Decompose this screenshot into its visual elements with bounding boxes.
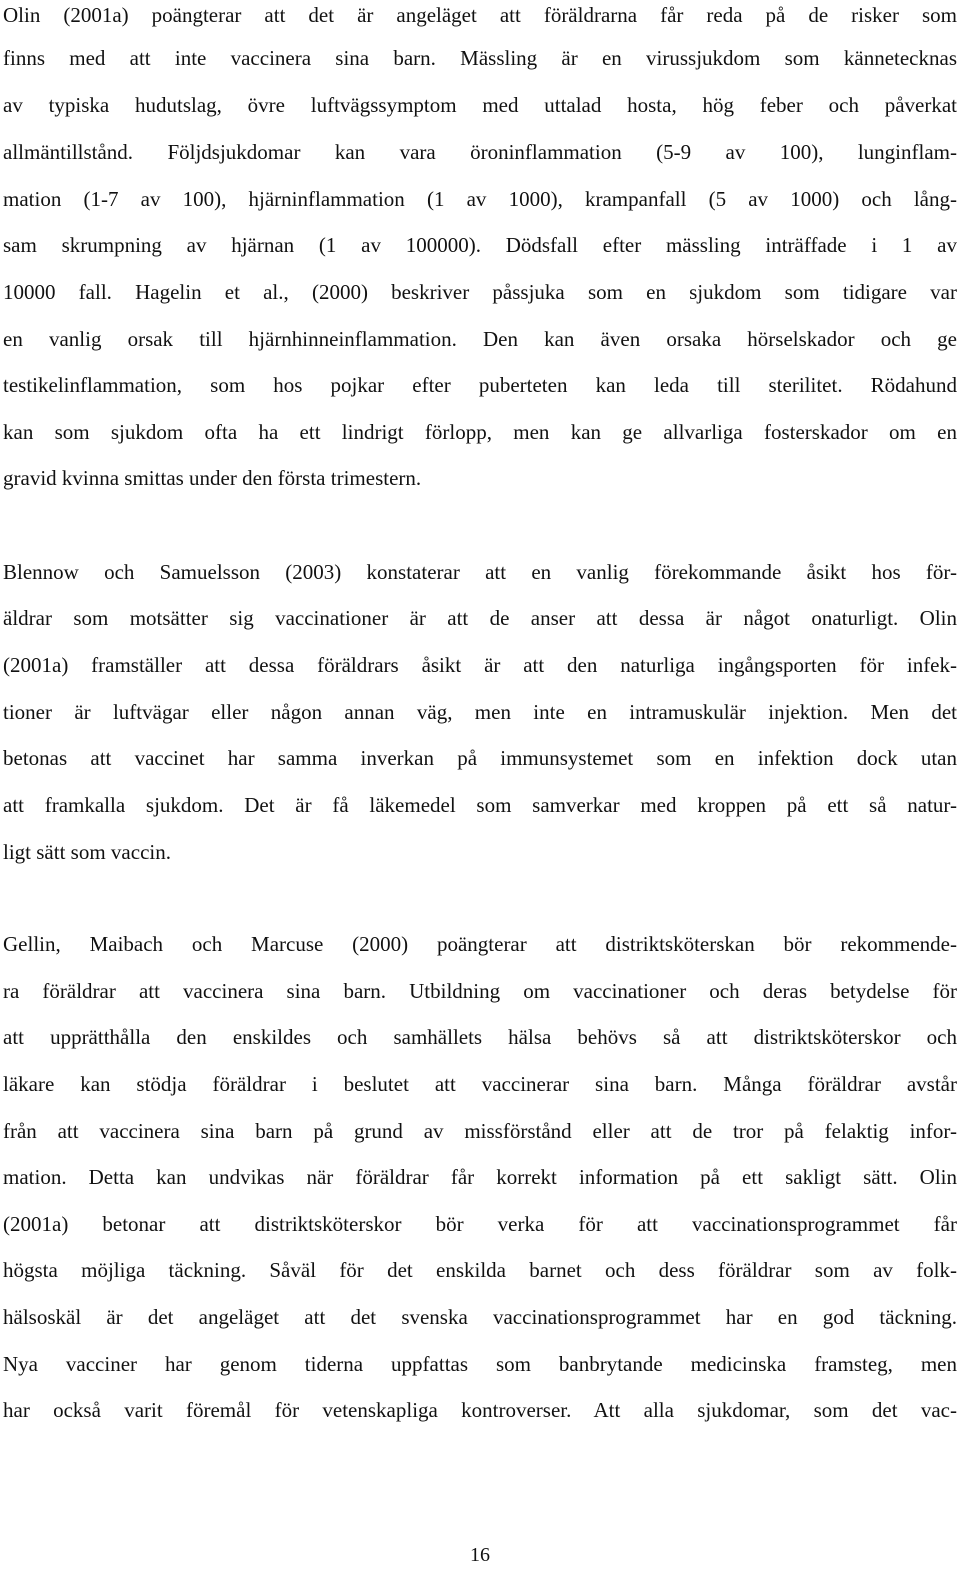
text-line: kan som sjukdom ofta ha ett lindrigt förlopp, men kan ge allvarliga fosterskador om en (3, 420, 957, 444)
text-line: att upprätthålla den enskildes och samhällets hälsa behövs så att distriktsköterskor och (3, 1025, 957, 1049)
text-line: har också varit föremål för vetenskapliga kontroverser. Att alla sjukdomar, som det vac- (3, 1398, 957, 1422)
text-line: äldrar som motsätter sig vaccinationer är att de anser att dessa är något onaturligt. Olin (3, 606, 957, 630)
text-line: Gellin, Maibach och Marcuse (2000) poängterar att distriktsköterskan bör rekommende- (3, 932, 957, 956)
text-line: 10000 fall. Hagelin et al., (2000) beskriver påssjuka som en sjukdom som tidigare var (3, 280, 957, 304)
text-line: (2001a) framställer att dessa föräldrars åsikt är att den naturliga ingångsporten för infek- (3, 653, 957, 677)
text-line: Blennow och Samuelsson (2003) konstaterar att en vanlig förekommande åsikt hos för- (3, 560, 957, 584)
text-line: mation. Detta kan undvikas när föräldrar får korrekt information på ett sakligt sätt. Olin (3, 1165, 957, 1189)
text-line: från att vaccinera sina barn på grund av missförstånd eller att de tror på felaktig infor- (3, 1119, 957, 1143)
text-line: läkare kan stödja föräldrar i beslutet att vaccinerar sina barn. Många föräldrar avstår (3, 1072, 957, 1096)
text-line: tioner är luftvägar eller någon annan väg, men inte en intramuskulär injektion. Men det (3, 700, 957, 724)
text-line: sam skrumpning av hjärnan (1 av 100000). Dödsfall efter mässling inträffade i 1 av (3, 233, 957, 257)
text-line: att framkalla sjukdom. Det är få läkemedel som samverkar med kroppen på ett så natur- (3, 793, 957, 817)
text-line: hälsoskäl är det angeläget att det svenska vaccinationsprogrammet har en god täckning. (3, 1305, 957, 1329)
text-line: en vanlig orsak till hjärnhinneinflammation. Den kan även orsaka hörselskador och ge (3, 327, 957, 351)
text-line: ligt sätt som vaccin. (3, 840, 171, 864)
text-line: gravid kvinna smittas under den första trimestern. (3, 466, 422, 490)
text-line: Nya vacciner har genom tiderna uppfattas som banbrytande medicinska framsteg, men (3, 1352, 957, 1376)
text-line: mation (1-7 av 100), hjärninflammation (1 av 1000), krampanfall (5 av 1000) och lång- (3, 187, 957, 211)
text-line: Olin (2001a) poängterar att det är angeläget att föräldrarna får reda på de risker som (3, 3, 957, 27)
text-line: finns med att inte vaccinera sina barn. Mässling är en virussjukdom som kännetecknas (3, 46, 957, 70)
text-line: betonas att vaccinet har samma inverkan på immunsystemet som en infektion dock utan (3, 746, 957, 770)
text-line: ra föräldrar att vaccinera sina barn. Utbildning om vaccinationer och deras betydelse för (3, 979, 957, 1003)
text-line: högsta möjliga täckning. Såväl för det enskilda barnet och dess föräldrar som av folk- (3, 1258, 957, 1282)
text-line: av typiska hudutslag, övre luftvägssymptom med uttalad hosta, hög feber och påverkat (3, 93, 957, 117)
text-line: allmäntillstånd. Följdsjukdomar kan vara öroninflammation (5-9 av 100), lunginflam- (3, 140, 957, 164)
page-number: 16 (470, 1544, 490, 1566)
text-line: (2001a) betonar att distriktsköterskor bör verka för att vaccinationsprogrammet får (3, 1212, 957, 1236)
text-line: testikelinflammation, som hos pojkar efter puberteten kan leda till sterilitet. Rödahund (3, 373, 957, 397)
